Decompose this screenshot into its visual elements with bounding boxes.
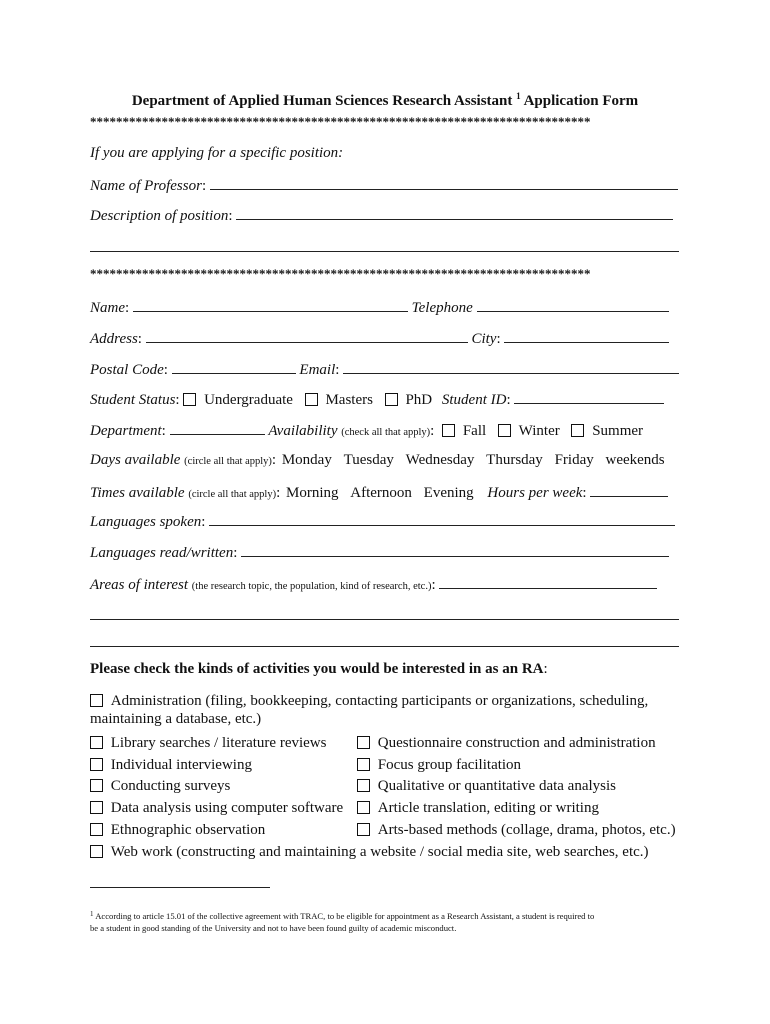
hours-label: Hours per week [487, 485, 583, 501]
form-title-text: Department of Applied Human Sciences Research Assistant [131, 93, 513, 109]
focus-group-checkbox[interactable] [357, 758, 370, 771]
languages-rw-field[interactable] [241, 543, 669, 557]
postal-field[interactable] [172, 360, 296, 374]
activity-label: Web work (constructing and maintaining a website / social media site, web searches, etc.) [110, 843, 649, 860]
summer-checkbox[interactable] [571, 424, 584, 437]
activities-heading-text: Please check the kinds of activities you would be interested in as an RA [90, 661, 544, 677]
data-analysis-software-checkbox[interactable] [90, 801, 103, 814]
administration-label: Administration (filing, bookkeeping, contacting participants or organizations, scheduling, [110, 693, 649, 709]
activity-label: Data analysis using computer software [110, 800, 344, 817]
address-row: Address: City: [90, 329, 669, 348]
fall-label: Fall [462, 423, 487, 439]
telephone-field[interactable] [477, 298, 669, 312]
form-title-suffix: Application Form [523, 93, 639, 109]
undergraduate-checkbox[interactable] [183, 393, 196, 406]
interviewing-checkbox[interactable] [90, 758, 103, 771]
interest-row: Areas of interest (the research topic, the population, kind of research, etc.): [90, 575, 657, 594]
ethnographic-checkbox[interactable] [90, 823, 103, 836]
languages-rw-label: Languages read/written [90, 545, 234, 561]
status-row: Student Status: Undergraduate Masters PhD Student ID: [90, 390, 664, 409]
name-row: Name: Telephone [90, 298, 669, 317]
professor-row: Name of Professor: [90, 176, 678, 195]
postal-row: Postal Code: Email: [90, 360, 679, 379]
footnote [90, 908, 594, 934]
footnote-mark: 1 [90, 910, 94, 918]
day-wednesday[interactable]: Wednesday [405, 452, 475, 468]
availability-note: (check all that apply) [341, 427, 431, 438]
languages-rw-row: Languages read/written: [90, 543, 669, 562]
department-field[interactable] [170, 421, 265, 435]
questionnaire-checkbox[interactable] [357, 736, 370, 749]
fall-checkbox[interactable] [442, 424, 455, 437]
name-label: Name [90, 300, 125, 316]
day-tuesday[interactable]: Tuesday [343, 452, 394, 468]
languages-spoken-field[interactable] [209, 512, 675, 526]
description-row: Description of position: [90, 206, 673, 225]
qual-quant-checkbox[interactable] [357, 779, 370, 792]
status-label: Student Status [90, 392, 176, 408]
days-note: (circle all that apply) [184, 456, 272, 467]
day-weekends[interactable]: weekends [605, 452, 665, 468]
languages-spoken-row: Languages spoken: [90, 512, 675, 531]
activity-label: Focus group facilitation [377, 756, 522, 773]
specific-position-intro: If you are applying for a specific position: [90, 145, 344, 161]
activity-label: Article translation, editing or writing [377, 800, 599, 817]
email-label: Email [299, 362, 336, 378]
winter-label: Winter [518, 423, 560, 439]
time-morning[interactable]: Morning [286, 485, 339, 501]
day-thursday[interactable]: Thursday [486, 452, 543, 468]
availability-label: Availability [268, 423, 338, 439]
city-field[interactable] [504, 329, 669, 343]
address-label: Address [90, 331, 138, 347]
administration-label-cont: maintaining a database, etc.) [90, 711, 262, 727]
email-field[interactable] [343, 360, 679, 374]
time-evening[interactable]: Evening [423, 485, 474, 501]
activity-item [90, 842, 649, 864]
footnote-line2: be a student in good standing of the University and not to have been found guilty of academic misconduct. [90, 923, 457, 933]
star-divider: ***************************************************************************** [90, 114, 591, 129]
interest-note: (the research topic, the population, kind of research, etc.) [191, 581, 432, 592]
activity-item [357, 776, 676, 798]
telephone-label: Telephone [411, 300, 473, 316]
activity-label: Individual interviewing [110, 756, 252, 773]
footnote-ref: 1 [516, 91, 521, 101]
student-id-label: Student ID [441, 392, 507, 408]
winter-checkbox[interactable] [498, 424, 511, 437]
activities-right-column [357, 733, 676, 842]
department-label: Department [90, 423, 162, 439]
arts-based-checkbox[interactable] [357, 823, 370, 836]
web-work-checkbox[interactable] [90, 845, 103, 858]
hours-field[interactable] [590, 483, 668, 497]
professor-label: Name of Professor [90, 178, 202, 194]
activity-label: Library searches / literature reviews [110, 735, 327, 751]
masters-label: Masters [325, 392, 373, 408]
summer-label: Summer [592, 423, 644, 439]
interest-field-line2[interactable] [90, 619, 679, 620]
activity-label: Questionnaire construction and administration [377, 735, 656, 751]
times-row: Times available (circle all that apply): Morning Afternoon Evening Hours per week: [90, 483, 668, 502]
description-field[interactable] [236, 206, 673, 220]
administration-checkbox[interactable] [90, 694, 103, 707]
interest-field[interactable] [439, 575, 657, 589]
department-row: Department: Availability (check all that apply): Fall Winter Summer [90, 423, 644, 439]
postal-label: Postal Code [90, 362, 164, 378]
activity-label: Ethnographic observation [110, 821, 266, 838]
activity-item [357, 755, 676, 777]
activity-item [357, 820, 676, 842]
undergraduate-label: Undergraduate [204, 392, 293, 408]
activity-label: Arts-based methods (collage, drama, photos, etc.) [377, 821, 676, 838]
professor-field[interactable] [210, 176, 678, 190]
description-field-line2[interactable] [90, 251, 679, 252]
footnote-line1: According to article 15.01 of the collective agreement with TRAC, to be eligible for appointment as a Research Assistant, a student is required to [95, 911, 595, 921]
translation-checkbox[interactable] [357, 801, 370, 814]
times-label: Times available [90, 485, 185, 501]
surveys-checkbox[interactable] [90, 779, 103, 792]
activity-item [357, 798, 676, 820]
time-afternoon[interactable]: Afternoon [350, 485, 412, 501]
day-monday[interactable]: Monday [281, 452, 332, 468]
masters-checkbox[interactable] [305, 393, 318, 406]
activity-label: Qualitative or quantitative data analysis [377, 778, 617, 795]
days-label: Days available [90, 452, 181, 468]
phd-checkbox[interactable] [385, 393, 398, 406]
interest-label: Areas of interest [90, 577, 189, 593]
activity-item [357, 733, 676, 755]
languages-spoken-label: Languages spoken [90, 514, 202, 530]
activities-heading: Please check the kinds of activities you would be interested in as an RA: [90, 661, 548, 677]
times-note: (circle all that apply) [188, 489, 277, 500]
student-id-field[interactable] [514, 390, 664, 404]
interest-field-line3[interactable] [90, 646, 679, 647]
name-field[interactable] [133, 298, 408, 312]
star-divider-2: ***************************************************************************** [90, 266, 591, 281]
days-row: Days available (circle all that apply): Monday Tuesday Wednesday Thursday Friday weekends [90, 452, 665, 468]
activity-label: Conducting surveys [110, 778, 231, 795]
day-friday[interactable]: Friday [554, 452, 594, 468]
address-field[interactable] [146, 329, 468, 343]
form-title [0, 91, 770, 110]
activity-administration [90, 693, 648, 710]
footnote-separator [90, 887, 270, 888]
phd-label: PhD [405, 392, 433, 408]
description-label: Description of position [90, 208, 229, 224]
city-label: City [471, 331, 497, 347]
library-checkbox[interactable] [90, 736, 103, 749]
